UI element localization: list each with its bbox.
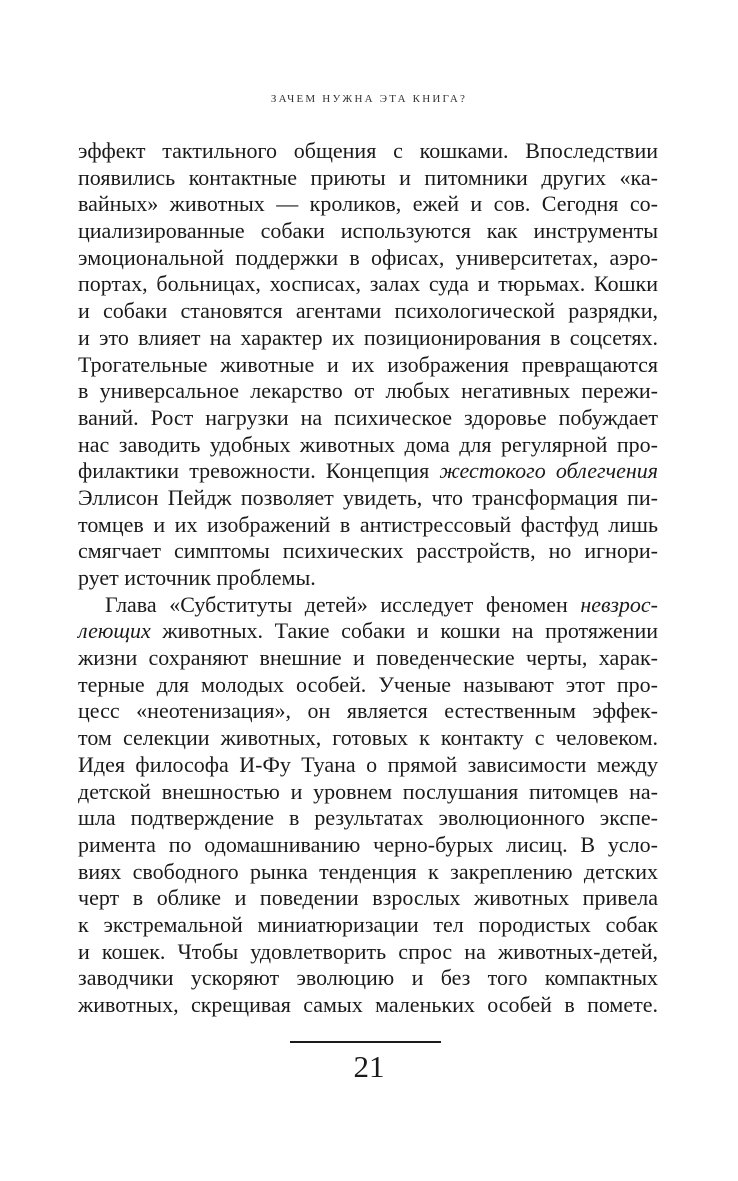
text-line [78, 832, 658, 859]
text-line [78, 458, 658, 485]
text-run: циализированные собаки используются как инструменты [78, 218, 658, 244]
text-run: шла подтверждение в результатах эволюционного экспе- [78, 805, 658, 831]
text-run: вайных» животных — кроликов, ежей и сов. Сегодня со- [78, 191, 658, 217]
text-line [78, 779, 658, 806]
text-run: терные для молодых особей. Ученые называют этот про- [78, 671, 658, 697]
text-line [78, 352, 658, 379]
text-line [78, 405, 658, 432]
text-run: филактики тревожности. Концепция [78, 458, 440, 484]
text-run: Эллисон Пейдж позволяет увидеть, что трансформация пи- [78, 484, 658, 510]
text-line [78, 298, 658, 325]
text-run: в универсальное лекарство от любых негативных пережи- [78, 378, 658, 404]
text-line [78, 538, 658, 565]
body-text [78, 138, 658, 1019]
text-line [78, 912, 658, 939]
text-line [78, 698, 658, 725]
text-line [78, 939, 658, 966]
text-line [78, 752, 658, 779]
footer-rule [290, 1041, 441, 1043]
text-run: цесс «неотенизация», он является естественным эффек- [78, 698, 658, 724]
italic-term: жестокого облегчения [439, 458, 658, 484]
text-run: римента по одомашниванию черно-бурых лисиц. В усло- [78, 831, 658, 857]
text-line [78, 245, 658, 272]
text-line [78, 378, 658, 405]
text-line [78, 512, 658, 539]
text-line [78, 992, 658, 1019]
paragraph [78, 138, 658, 592]
text-line [78, 725, 658, 752]
text-run: том селекции животных, готовых к контакту с человеком. [78, 725, 658, 751]
text-line [78, 672, 658, 699]
text-run: ваний. Рост нагрузки на психическое здоровье побуждает [78, 404, 658, 430]
text-run: рует источник проблемы. [78, 565, 316, 590]
text-run: черт в облике и поведении взрослых животных привела [78, 885, 658, 911]
text-line [78, 271, 658, 298]
italic-term: леющих [78, 618, 151, 644]
text-run: появились контактные приюты и питомники других «ка- [78, 164, 658, 190]
text-run: и собаки становятся агентами психологической разрядки, [78, 298, 658, 324]
text-run: животных. Такие собаки и кошки на протяжении [150, 618, 658, 644]
italic-term: невзрос- [580, 591, 658, 617]
text-run: эффект тактильного общения с кошками. Впоследствии [78, 138, 658, 163]
text-line [78, 165, 658, 192]
text-line [78, 485, 658, 512]
text-run: и кошек. Чтобы удовлетворить спрос на животных-детей, [78, 938, 658, 964]
text-run: Глава «Субституты детей» исследует феномен [105, 591, 581, 617]
text-line [78, 645, 658, 672]
text-run: нас заводить удобных животных дома для регулярной про- [78, 431, 658, 457]
text-run: Идея философа И-Фу Туана о прямой зависимости между [78, 751, 658, 777]
text-line [78, 859, 658, 886]
text-run: детской внешностью и уровнем послушания питомцев на- [78, 778, 658, 804]
text-run: жизни сохраняют внешние и поведенческие черты, харак- [78, 645, 658, 671]
page-number: 21 [353, 1049, 385, 1084]
text-line [78, 885, 658, 912]
text-run: виях свободного рынка тенденция к закреплению детских [78, 858, 658, 884]
text-run: эмоциональной поддержки в офисах, университетах, аэро- [78, 244, 658, 270]
paragraph [78, 592, 658, 1019]
text-run: к экстремальной миниатюризации тел породистых собак [78, 911, 658, 937]
text-run: Трогательные животные и их изображения превращаются [78, 351, 658, 377]
text-line [78, 805, 658, 832]
text-run: портах, больницах, хосписах, залах суда и тюрьмах. Кошки [78, 271, 658, 297]
text-line [78, 592, 658, 619]
text-line [78, 191, 658, 218]
text-line [78, 325, 658, 352]
text-run: животных, скрещивая самых маленьких особей в помете. [78, 992, 658, 1017]
text-line [78, 565, 658, 592]
text-run: заводчики ускоряют эволюцию и без того компактных [78, 965, 658, 991]
running-head: ЗАЧЕМ НУЖНА ЭТА КНИГА? [270, 93, 468, 105]
text-line [78, 432, 658, 459]
text-line [78, 965, 658, 992]
text-run: томцев и их изображений в антистрессовый фастфуд лишь [78, 511, 658, 537]
text-line [78, 218, 658, 245]
text-line [78, 618, 658, 645]
text-line [78, 138, 658, 165]
text-run: смягчает симптомы психических расстройств, но игнори- [78, 538, 658, 564]
text-run: и это влияет на характер их позиционирования в соцсетях. [78, 324, 658, 350]
